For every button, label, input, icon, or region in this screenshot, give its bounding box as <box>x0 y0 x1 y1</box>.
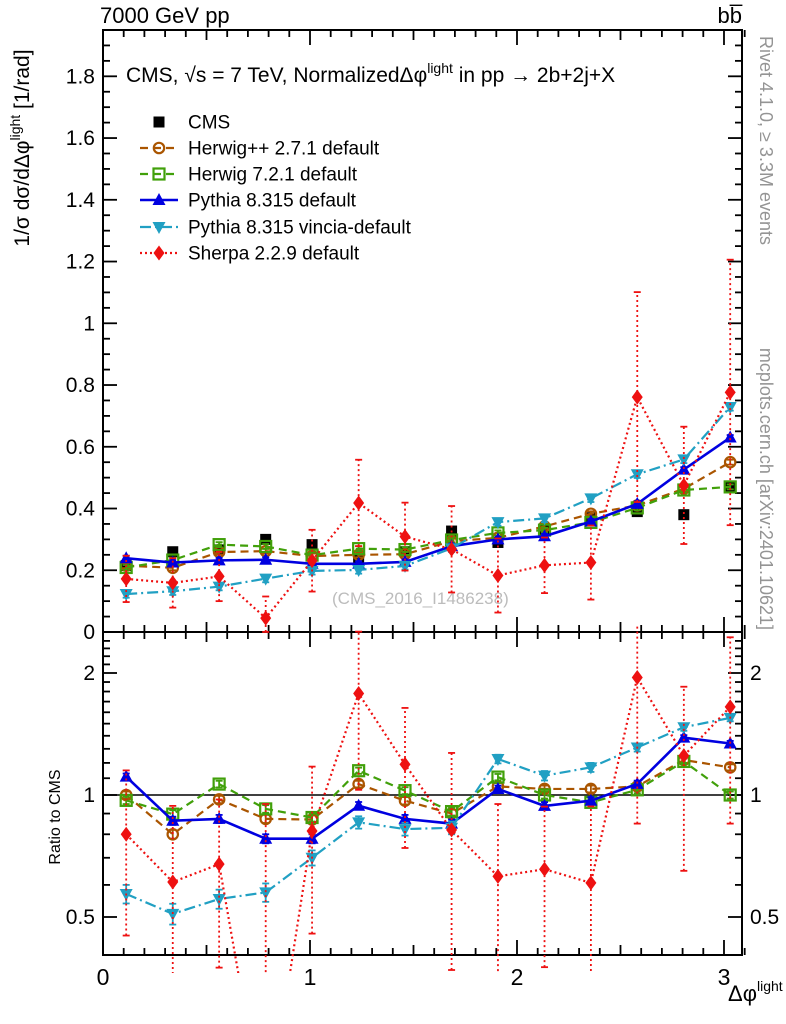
series-sherpa-2-2-9-main <box>121 260 736 632</box>
tick-label: 0 <box>96 964 110 990</box>
header-beam-energy: 7000 GeV pp <box>100 3 230 28</box>
tick-label: 1 <box>83 784 95 807</box>
ratio-panel-frame <box>103 632 742 955</box>
y-axis-title-ratio: Ratio to CMS <box>47 769 64 865</box>
tick-label: 3 <box>717 964 731 990</box>
legend-item-pythia-8-315 <box>140 191 357 212</box>
tick-label: 0.8 <box>65 374 95 398</box>
series-pythia-8-315-vincia-main <box>120 402 737 601</box>
x-axis-title <box>728 978 783 1006</box>
series-pythia-8-315-ratio <box>120 731 737 844</box>
legend-item-cms <box>154 113 231 134</box>
series-herwig-7-2-1-main <box>121 481 736 573</box>
legend-item-herwigpp-2-7-1 <box>140 139 380 160</box>
legend-item-herwig-7-2-1 <box>140 165 358 186</box>
rivet-version-label: Rivet 4.1.0, ≥ 3.3M events <box>756 36 776 245</box>
legend-marker-icon-cms <box>154 117 165 128</box>
tick-label: 1.8 <box>65 65 95 89</box>
legend <box>140 113 412 265</box>
y-axis-title-main-units: [1/rad] <box>11 49 34 115</box>
legend-label-pythia-8-315: Pythia 8.315 default <box>188 190 356 212</box>
tick-label: 1.4 <box>65 188 95 212</box>
tick-label: 0.2 <box>65 559 95 583</box>
legend-label-herwigpp-2-7-1: Herwig++ 2.7.1 default <box>188 138 380 160</box>
tick-label: 0.5 <box>65 906 95 929</box>
tick-label: 0 <box>83 621 95 644</box>
tick-label: 0.5 <box>750 906 780 929</box>
tick-label: 0.6 <box>65 435 95 459</box>
tick-label: 2 <box>510 964 524 990</box>
legend-label-sherpa-2-2-9: Sherpa 2.2.9 default <box>188 243 360 265</box>
tick-label: 1.2 <box>65 250 95 274</box>
legend-label-cms: CMS <box>188 112 231 134</box>
tick-label: 0.4 <box>65 497 95 521</box>
legend-label-herwig-7-2-1: Herwig 7.2.1 default <box>188 164 357 186</box>
series-herwig-7-2-1-ratio <box>121 756 736 823</box>
header-process-label: bb̅ <box>717 3 742 28</box>
plot-title-sup: light <box>427 60 453 76</box>
legend-item-pythia-8-315-vincia <box>140 218 412 239</box>
tick-label: 2 <box>750 662 762 685</box>
tick-label: 1.6 <box>65 127 95 151</box>
tick-label: 2 <box>83 662 95 685</box>
y-axis-title-main-sup: light <box>7 114 23 141</box>
series-herwigpp-2-7-1-main <box>121 457 735 573</box>
legend-marker-icon-sherpa-2-2-9 <box>154 246 165 261</box>
mcplots-attribution-label: mcplots.cern.ch [arXiv:2401.10621] <box>756 347 776 630</box>
x-axis-title-text: Δφ <box>728 981 757 1006</box>
legend-label-pythia-8-315-vincia: Pythia 8.315 vincia-default <box>188 217 411 239</box>
series-sherpa-2-2-9-ratio <box>121 599 736 1024</box>
plot-title <box>126 60 615 87</box>
data-series <box>120 260 737 1024</box>
x-axis-title-sup: light <box>756 978 783 994</box>
legend-item-sherpa-2-2-9 <box>140 244 360 265</box>
plot-title-main: CMS, √s = 7 TeV, NormalizedΔφ <box>126 64 428 87</box>
analysis-watermark: (CMS_2016_I1486238) <box>332 589 509 608</box>
tick-label: 1 <box>750 784 762 807</box>
tick-label: 1 <box>303 964 317 990</box>
series-cms-main <box>121 481 736 571</box>
y-axis-title-main-text: 1/σ dσ/dΔφ <box>11 140 34 247</box>
y-axis-title-main <box>7 49 34 246</box>
plot-title-post: in pp → 2b+2j+X <box>452 64 616 87</box>
tick-label: 1 <box>83 312 95 336</box>
